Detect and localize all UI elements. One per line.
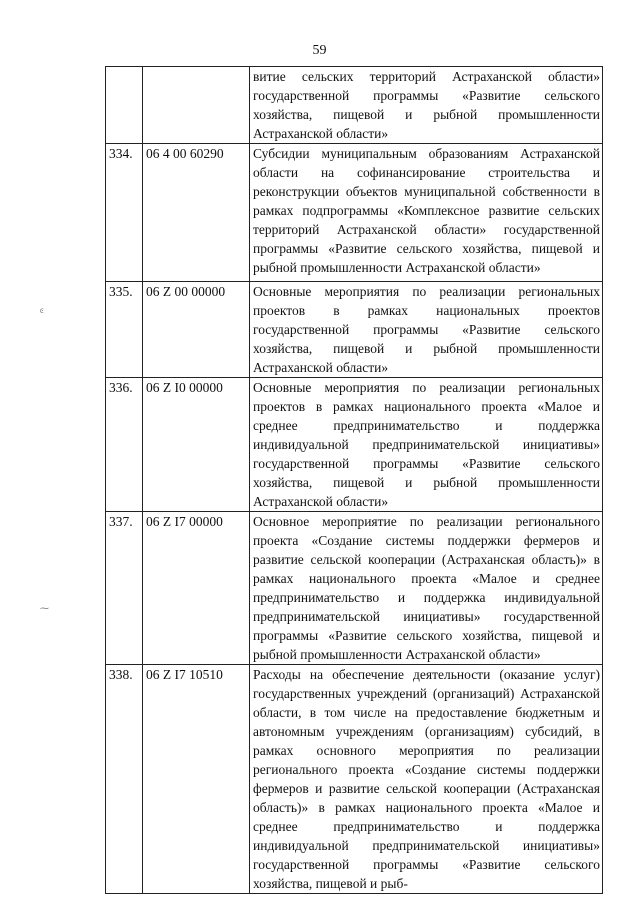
description-cell: Основные мероприятия по реализации региональных проектов в рамках национального проекта «Малое и среднее предпринимательство и поддержка индивидуальной предпринимательской инициативы» государственной программы «Развитие сельского хозяйства, пищевой и рыбной промышленности Астраханской области»	[250, 378, 603, 512]
row-number-cell: 336.	[106, 378, 143, 512]
table-row	[106, 378, 603, 512]
table-row	[106, 67, 603, 144]
page-number: 59	[312, 43, 327, 58]
target-code-cell: 06 4 00 60290	[143, 144, 250, 282]
description-cell: Расходы на обеспечение деятельности (оказание услуг) государственных учреждений (организаций) Астраханской области, в том числе на предоставление бюджетным и автономным учреждениям (организациям) субсидий, в рамках основного мероприятия по реализации регионального проекта «Создание системы поддержки фермеров и развитие сельской кооперации (Астраханская область)» в рамках национального проекта «Малое и среднее предпринимательство и поддержка индивидуальной предпринимательской инициативы» государственной программы «Развитие сельского хозяйства, пищевой и рыб-	[250, 665, 603, 894]
description-cell: Основные мероприятия по реализации региональных проектов в рамках национальных проектов государственной программы «Развитие сельского хозяйства, пищевой и рыбной промышленности Астраханской области»	[250, 282, 603, 378]
budget-classification-table	[105, 66, 603, 894]
description-cell: витие сельских территорий Астраханской области» государственной программы «Развитие сельского хозяйства, пищевой и рыбной промышленности Астраханской области»	[250, 67, 603, 144]
description-cell: Субсидии муниципальным образованиям Астраханской области на софинансирование строительства и реконструкции объектов муниципальной собственности в рамках подпрограммы «Комплексное развитие сельских территорий Астраханской области» государственной программы «Развитие сельского хозяйства, пищевой и рыбной промышленности Астраханской области»	[250, 144, 603, 282]
target-code-cell	[143, 67, 250, 144]
table-row	[106, 144, 603, 282]
row-number-cell: 337.	[106, 512, 143, 665]
margin-mark: ͼ	[40, 305, 44, 315]
row-number-cell: 334.	[106, 144, 143, 282]
row-number-cell: 335.	[106, 282, 143, 378]
target-code-cell: 06 Z 00 00000	[143, 282, 250, 378]
table-row	[106, 282, 603, 378]
target-code-cell: 06 Z I0 00000	[143, 378, 250, 512]
description-cell: Основное мероприятие по реализации регионального проекта «Создание системы поддержки фермеров и развитие сельской кооперации (Астраханская область)» в рамках национального проекта «Малое и среднее предпринимательство и поддержка индивидуальной предпринимательской инициативы» государственной программы «Развитие сельского хозяйства, пищевой и рыбной промышленности Астраханской области»	[250, 512, 603, 665]
target-code-cell: 06 Z I7 00000	[143, 512, 250, 665]
margin-mark: ⁓	[40, 603, 49, 613]
row-number-cell: 338.	[106, 665, 143, 894]
table-row	[106, 512, 603, 665]
target-code-cell: 06 Z I7 10510	[143, 665, 250, 894]
table-row	[106, 665, 603, 894]
row-number-cell	[106, 67, 143, 144]
